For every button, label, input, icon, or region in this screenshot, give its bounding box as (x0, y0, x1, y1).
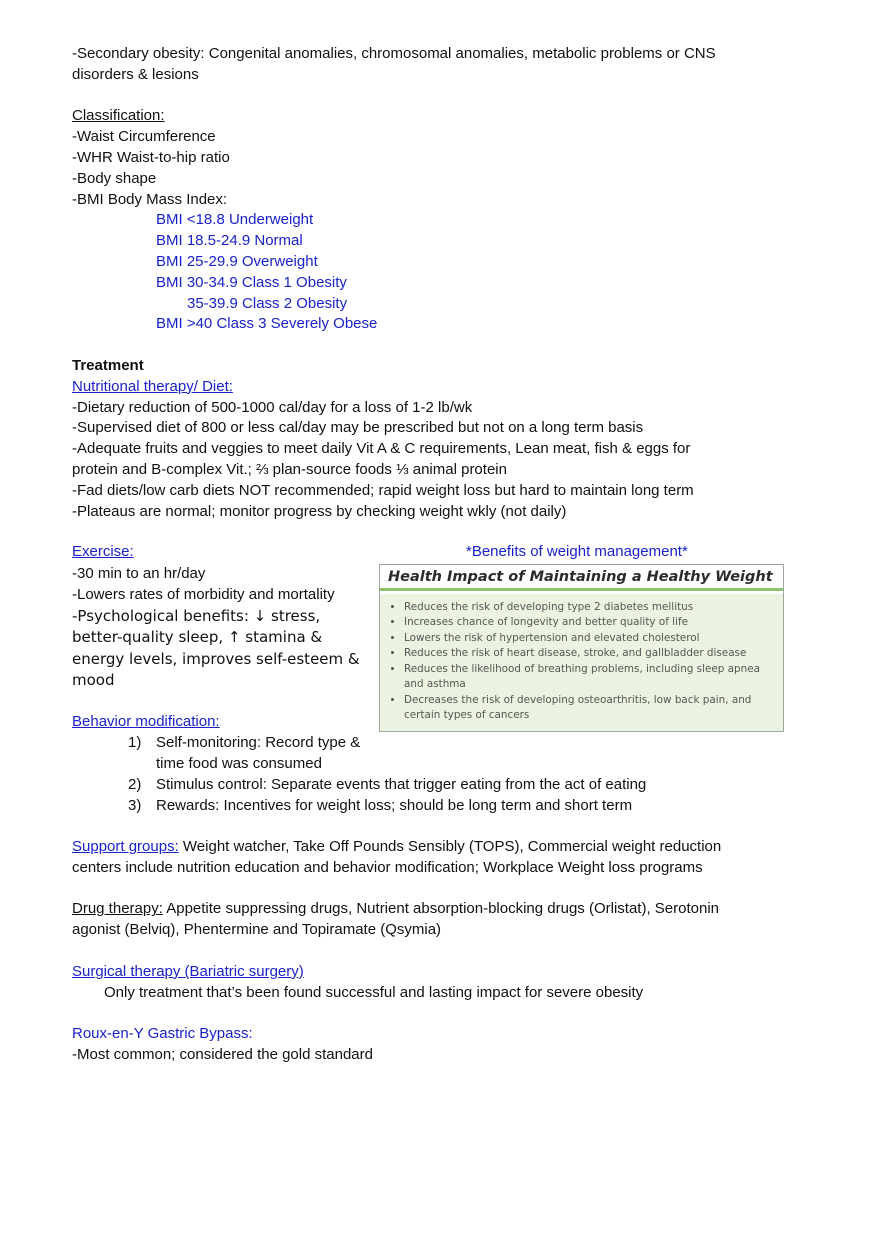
treatment-heading: Treatment (72, 356, 144, 374)
nutrition-line: -Supervised diet of 800 or less cal/day may be prescribed but not on a long term basis (72, 419, 644, 437)
step-text: time food was consumed (156, 754, 322, 772)
nutrition-line: -Plateaus are normal; monitor progress by checking weight wkly (not daily) (72, 502, 567, 520)
document-page (72, 44, 792, 1066)
step-number: 1) (128, 734, 142, 752)
nutrition-line: -Adequate fruits and veggies to meet daily Vit A & C requirements, Lean meat, fish & eggs for (72, 440, 691, 458)
nutrition-heading: Nutritional therapy/ Diet: (72, 377, 233, 395)
exercise-section (72, 564, 792, 816)
nutrition-line: -Dietary reduction of 500-1000 cal/day for a loss of 1-2 lb/wk (72, 398, 473, 416)
bmi-row: BMI 18.5-24.9 Normal (156, 232, 303, 250)
benefits-heading: *Benefits of weight management* (466, 543, 688, 561)
exercise-header (72, 543, 792, 564)
nutrition-line: -Fad diets/low carb diets NOT recommended; rapid weight loss but hard to maintain long term (72, 481, 694, 499)
psych-line: -Psychological benefits: ↓ stress, (72, 606, 321, 625)
behavior-heading: Behavior modification: (72, 713, 220, 731)
secondary-obesity-line: -Secondary obesity: Congenital anomalies, chromosomal anomalies, metabolic problems or CNS (72, 45, 716, 62)
classification-item: -Waist Circumference (72, 128, 216, 146)
psych-line: mood (72, 671, 115, 690)
figure-item: • Lowers the risk of hypertension and elevated cholesterol (404, 631, 777, 647)
health-impact-figure (379, 564, 784, 732)
figure-item: • Increases chance of longevity and better quality of life (404, 615, 777, 631)
figure-body (380, 594, 783, 731)
step-number: 3) (128, 796, 142, 814)
support-text: Weight watcher, Take Off Pounds Sensibly (TOPS), Commercial weight reduction (178, 838, 722, 856)
behavior-steps (72, 733, 792, 816)
bmi-row: BMI >40 Class 3 Severely Obese (156, 315, 378, 333)
figure-list (388, 600, 777, 724)
figure-item: • Reduces the risk of heart disease, stroke, and gallbladder disease (404, 646, 777, 662)
bmi-row: BMI <18.8 Underweight (156, 211, 314, 229)
roux-text: -Most common; considered the gold standard (72, 1046, 373, 1064)
classification-item: -Body shape (72, 169, 157, 187)
psych-line: better-quality sleep, ↑ stamina & (72, 628, 323, 647)
exercise-line: -30 min to an hr/day (72, 564, 206, 582)
bmi-row: 35-39.9 Class 2 Obesity (187, 294, 348, 312)
psych-line: energy levels, improves self-esteem & (72, 649, 360, 668)
drug-label: Drug therapy: (72, 900, 163, 918)
support-line (72, 837, 792, 858)
step-text: Stimulus control: Separate events that trigger eating from the act of eating (156, 775, 647, 793)
figure-item: • Decreases the risk of developing osteoarthritis, low back pain, and certain types of cancers (404, 693, 777, 724)
drug-line (72, 899, 792, 920)
classification-heading: Classification: (72, 107, 165, 125)
surgical-text: Only treatment that’s been found successful and lasting impact for severe obesity (104, 983, 644, 1001)
bmi-row: BMI 25-29.9 Overweight (156, 252, 318, 270)
step-text: Rewards: Incentives for weight loss; should be long term and short term (156, 796, 633, 814)
behavior-step (72, 733, 792, 754)
figure-item: • Reduces the risk of developing type 2 diabetes mellitus (404, 600, 777, 616)
support-label: Support groups: (72, 838, 179, 856)
nutrition-line: protein and B-complex Vit.; ⅔ plan-source foods ⅓ animal protein (72, 460, 507, 478)
bmi-row: BMI 30-34.9 Class 1 Obesity (156, 273, 347, 291)
behavior-step-cont (72, 754, 792, 775)
step-text: Self-monitoring: Record type & (156, 734, 361, 752)
roux-heading: Roux-en-Y Gastric Bypass: (72, 1025, 253, 1043)
figure-title: Health Impact of Maintaining a Healthy Weight (380, 565, 783, 591)
figure-item: • Reduces the likelihood of breathing problems, including sleep apnea and asthma (404, 662, 777, 693)
behavior-step (72, 775, 792, 796)
behavior-step (72, 796, 792, 817)
support-line-cont: centers include nutrition education and behavior modification; Workplace Weight loss programs (72, 858, 703, 876)
secondary-obesity-line-cont: disorders & lesions (72, 65, 199, 83)
drug-line-cont: agonist (Belviq), Phentermine and Topiramate (Qsymia) (72, 921, 442, 939)
classification-item: -WHR Waist-to-hip ratio (72, 148, 230, 166)
exercise-line: -Lowers rates of morbidity and mortality (72, 585, 335, 603)
surgical-heading: Surgical therapy (Bariatric surgery) (72, 962, 304, 980)
classification-item: -BMI Body Mass Index: (72, 190, 228, 208)
exercise-heading: Exercise: (72, 543, 134, 561)
step-number: 2) (128, 775, 142, 793)
drug-text: Appetite suppressing drugs, Nutrient absorption-blocking drugs (Orlistat), Serotonin (162, 900, 720, 918)
